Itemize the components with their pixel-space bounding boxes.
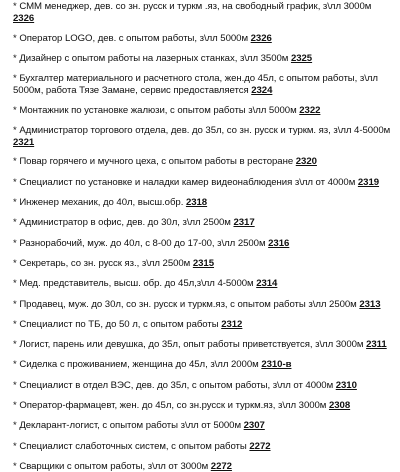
listing-text: Оператор-фармацевт, жен. до 45л, со зн.русск и туркм.яз, з\лл 3000м (19, 400, 327, 412)
job-listings (13, 1, 394, 472)
listing-text: Логист, парень или девушка, до 35л, опыт работы приветствуется, з\лл 3000м (19, 339, 364, 351)
listing-text: Оператор LOGO, дев. с опытом работы, з\лл 5000м (19, 32, 248, 44)
bullet: * (13, 379, 20, 391)
listing-code: 2316 (268, 237, 290, 249)
job-listing (13, 105, 394, 117)
job-listing (13, 278, 394, 290)
job-listing (13, 177, 394, 189)
listing-text: Специалист по установке и наладки камер видеонаблюдения з\лл от 4000м (19, 176, 356, 188)
job-listing (13, 400, 394, 412)
listing-code: 2272 (249, 440, 271, 452)
listing-code: 2315 (192, 257, 215, 269)
bullet: * (13, 339, 20, 351)
listing-text: Инженер механик, до 40л, высш.обр. (19, 197, 184, 209)
job-listing (13, 299, 394, 311)
listing-code: 2314 (256, 278, 278, 290)
bullet: * (13, 32, 20, 44)
job-listing (13, 73, 394, 96)
job-listing (13, 461, 394, 472)
listing-code: 2307 (243, 420, 265, 432)
bullet: * (13, 104, 20, 116)
job-listing (13, 441, 394, 453)
bullet: * (13, 176, 20, 188)
bullet: * (13, 257, 20, 269)
listing-code: 2313 (359, 298, 381, 310)
listing-code: 2326 (13, 12, 35, 24)
listing-text: Администратор в офис, дев. до 30л, з\лл 2500м (19, 217, 231, 229)
listing-code: 2320 (295, 156, 317, 168)
job-listing (13, 380, 394, 392)
listing-text: Секретарь, со зн. русск яз., з\лл 2500м (19, 257, 191, 269)
listing-text: Специалист по ТБ, до 50 л, с опытом работы (19, 318, 219, 330)
bullet: * (13, 237, 20, 249)
listing-code: 2312 (221, 318, 243, 330)
listing-code: 2310-в (261, 359, 292, 371)
job-listing (13, 238, 394, 250)
job-listing (13, 217, 394, 229)
bullet: * (13, 460, 20, 472)
bullet: * (13, 217, 20, 229)
job-listing (13, 258, 394, 270)
job-listing (13, 125, 394, 148)
listing-text: Специалист в отдел ВЭС, дев. до 35л, с опытом работы, з\лл от 4000м (19, 379, 334, 391)
listing-text: Дизайнер с опытом работы на лазерных станках, з\лл 3500м (19, 53, 289, 65)
listing-code: 2319 (357, 176, 380, 188)
job-listing (13, 53, 394, 65)
listing-text: Декларант-логист, с опытом работы з\лл от 5000м (19, 420, 242, 432)
listing-text: Сиделка с проживанием, женщина до 45л, з\лл 2000м (19, 359, 259, 371)
listing-text: Мед. представитель, высш. обр. до 45л,з\лл 4-5000м (19, 278, 254, 290)
listing-code: 2311 (366, 339, 387, 351)
bullet: * (13, 298, 20, 310)
listing-text: Разнорабочий, муж. до 40л, с 8-00 до 17-00, з\лл 2500м (19, 237, 266, 249)
bullet: * (13, 197, 20, 209)
job-listing (13, 359, 394, 371)
listing-text: Сварщики с опытом работы, з\лл от 3000м (19, 460, 209, 472)
listing-code: 2318 (185, 197, 208, 209)
job-listing (13, 420, 394, 432)
bullet: * (13, 125, 20, 137)
listing-code: 2324 (251, 84, 273, 96)
job-listing (13, 197, 394, 209)
listing-code: 2308 (328, 400, 351, 412)
listing-text: Повар горячего и мучного цеха, с опытом работы в ресторане (19, 156, 294, 168)
listing-text: Продавец, муж. до 30л, со зн. русск и туркм.яз, с опытом работы з\лл 2500м (19, 298, 357, 310)
listing-text: Монтажник по установке жалюзи, с опытом работы з\лл 5000м (19, 104, 297, 116)
listing-text: Администратор торгового отдела, дев. до 35л, со зн. русск и туркм. яз, з\лл 4-5000м (19, 125, 391, 137)
listing-text: Специалист слаботочных систем, с опытом работы (19, 440, 247, 452)
job-listing (13, 1, 394, 24)
listing-text: СММ менеджер, дев. со зн. русск и туркм .яз, на свободный график, з\лл 3000м (19, 1, 372, 12)
bullet: * (13, 53, 20, 65)
bullet: * (13, 73, 20, 85)
listing-text: Бухгалтер материального и расчетного стола, жен.до 45л, с опытом работы, з\лл 5000м, работа Тязе Замане, сервис предоставляется (13, 73, 378, 96)
job-listing (13, 339, 394, 351)
bullet: * (13, 278, 20, 290)
listing-code: 2326 (250, 32, 272, 44)
job-listing (13, 319, 394, 331)
bullet: * (13, 440, 20, 452)
listing-code: 2310 (335, 379, 357, 391)
listing-code: 2322 (299, 104, 321, 116)
bullet: * (13, 1, 20, 12)
listing-code: 2321 (13, 136, 35, 148)
listing-code: 2325 (290, 53, 313, 65)
bullet: * (13, 156, 20, 168)
bullet: * (13, 420, 20, 432)
listing-code: 2317 (233, 217, 255, 229)
bullet: * (13, 359, 20, 371)
listing-code: 2272 (210, 460, 232, 472)
bullet: * (13, 400, 20, 412)
job-listing (13, 33, 394, 45)
bullet: * (13, 318, 20, 330)
job-listing (13, 156, 394, 168)
